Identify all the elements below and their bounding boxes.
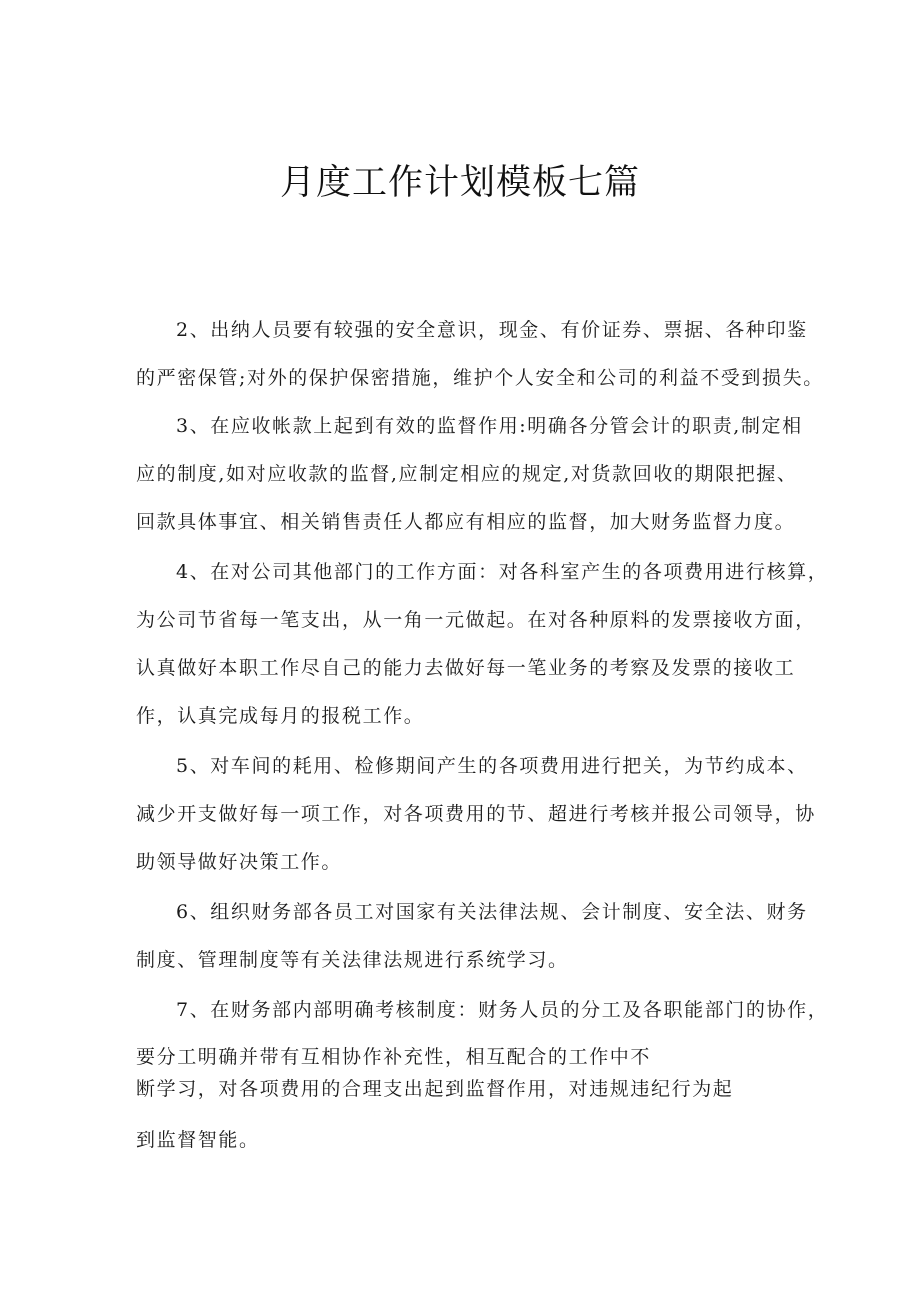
body-line: 到监督智能。 — [136, 1129, 260, 1151]
body-line: 回款具体事宜、相关销售责任人都应有相应的监督，加大财务监督力度。 — [136, 511, 796, 533]
body-line: 应的制度,如对应收款的监督,应制定相应的规定,对货款回收的期限把握、 — [136, 463, 798, 485]
document-title: 月度工作计划模板七篇 — [279, 163, 640, 203]
body-line: 作，认真完成每月的报税工作。 — [136, 705, 425, 727]
body-line: 认真做好本职工作尽自己的能力去做好每一笔业务的考察及发票的接收工 — [136, 657, 796, 679]
body-line: 为公司节省每一笔支出，从一角一元做起。在对各种原料的发票接收方面， — [136, 609, 816, 631]
body-line: 6、组织财务部各员工对国家有关法律法规、会计制度、安全法、财务 — [176, 901, 808, 923]
body-line: 助领导做好决策工作。 — [136, 851, 343, 873]
body-line: 3、在应收帐款上起到有效的监督作用:明确各分管会计的职责,制定相 — [176, 415, 803, 437]
body-line: 的严密保管;对外的保护保密措施，维护个人安全和公司的利益不受到损失。 — [136, 367, 824, 389]
body-line: 5、对车间的耗用、检修期间产生的各项费用进行把关，为节约成本、 — [176, 755, 808, 777]
body-line: 断学习，对各项费用的合理支出起到监督作用，对违规违纪行为起 — [136, 1078, 734, 1100]
body-line: 7、在财务部内部明确考核制度：财务人员的分工及各职能部门的协作， — [176, 999, 829, 1021]
body-line: 制度、管理制度等有关法律法规进行系统学习。 — [136, 949, 569, 971]
body-line: 减少开支做好每一项工作，对各项费用的节、超进行考核并报公司领导，协 — [136, 803, 816, 825]
body-line: 要分工明确并带有互相协作补充性，相互配合的工作中不 — [136, 1046, 652, 1068]
body-line: 2、出纳人员要有较强的安全意识，现金、有价证券、票据、各种印鉴 — [176, 319, 808, 341]
body-line: 4、在对公司其他部门的工作方面：对各科室产生的各项费用进行核算， — [176, 561, 829, 583]
